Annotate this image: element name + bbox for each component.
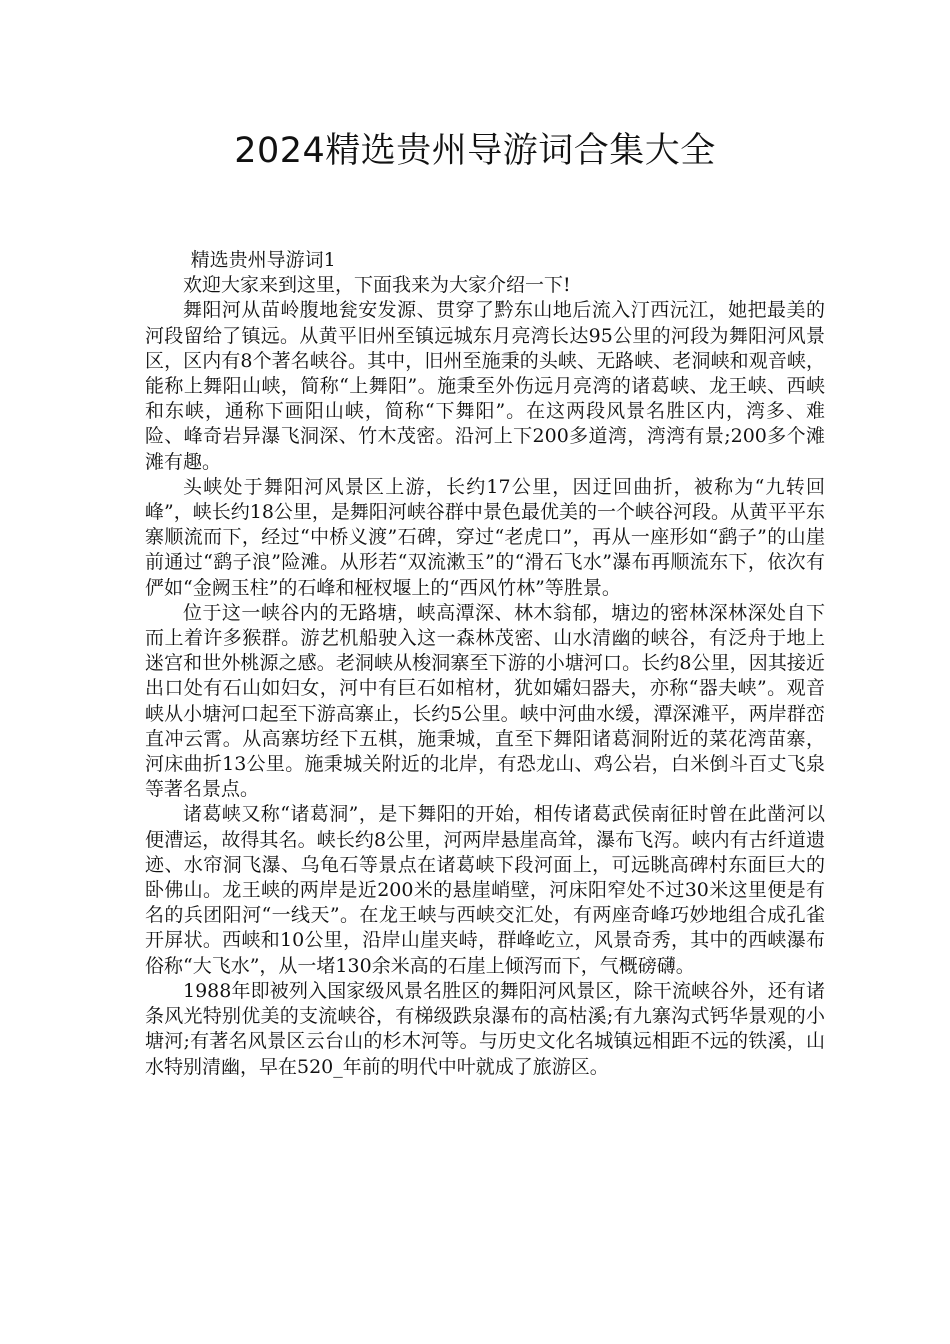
- paragraph: 舞阳河从苗岭腹地瓮安发源、贯穿了黔东山地后流入汀西沅江，她把最美的河段留给了镇远。从黄平旧州至镇远城东月亮湾长达95公里的河段为舞阳河风景区，区内有8个著名峡谷。其中，旧州至施秉的头峡、无路峡、老洞峡和观音峡，能称上舞阳山峡，简称“上舞阳”。施秉至外伤远月亮湾的诸葛峡、龙王峡、西峡和东峡，通称下画阳山峡，简称“下舞阳”。在这两段风景名胜区内，湾多、难险、峰奇岩异瀑飞洞深、竹木茂密。沿河上下200多道湾，湾湾有景;200多个滩滩有趣。: [145, 299, 825, 473]
- document-body: [145, 248, 825, 1080]
- section-heading: 精选贵州导游词1: [190, 249, 336, 271]
- paragraph: 1988年即被列入国家级风景名胜区的舞阳河风景区，除干流峡谷外，还有诸条风光特别优美的支流峡谷，有梯级跌泉瀑布的高枯溪;有九寨沟式钙华景观的小塘河;有著名风景区云台山的杉木河等。与历史文化名城镇远相距不远的铁溪，山水特别清幽，早在520_年前的明代中叶就成了旅游区。: [145, 979, 825, 1078]
- document-title: 2024精选贵州导游词合集大全: [234, 131, 716, 171]
- paragraph: 位于这一峡谷内的无路塘，峡高潭深、林木翁郁，塘边的密林深林深处自下而上着许多猴群。游艺机船驶入这一森林茂密、山水清幽的峡谷，有泛舟于地上迷宫和世外桃源之感。老洞峡从梭洞寨至下游的小塘河口。长约8公里，因其接近出口处有石山如妇女，河中有巨石如棺材，犹如孀妇器夫，亦称“器夫峡”。观音峡从小塘河口起至下游高寨止，长约5公里。峡中河曲水缓，潭深滩平，两岸群峦直冲云霄。从高寨坊经下五棋，施秉城，直至下舞阳诸葛洞附近的菜花湾苗寨，河床曲折13公里。施秉城关附近的北岸，有恐龙山、鸡公岩，白米倒斗百丈飞泉等著名景点。: [145, 601, 825, 801]
- paragraph: 诸葛峡又称“诸葛洞”，是下舞阳的开始，相传诸葛武侯南征时曾在此凿河以便漕运，故得其名。峡长约8公里，河两岸悬崖高耸，瀑布飞泻。峡内有古纤道遗迹、水帘洞飞瀑、乌龟石等景点在诸葛峡下段河面上，可远眺高碑村东面巨大的卧佛山。龙王峡的两岸是近200米的悬崖峭壁，河床阳窄处不过30米这里便是有名的兵团阳河“一线天”。在龙王峡与西峡交汇处，有两座奇峰巧妙地组合成孔雀开屏状。西峡和10公里，沿岸山崖夹峙，群峰屹立，风景奇秀，其中的西峡瀑布俗称“大飞水”，从一堵130余米高的石崖上倾泻而下，气概磅礴。: [145, 803, 825, 977]
- paragraph: 欢迎大家来到这里，下面我来为大家介绍一下!: [183, 274, 571, 297]
- paragraph: 头峡处于舞阳河风景区上游，长约17公里，因迂回曲折，被称为“九转回峰”，峡长约18公里，是舞阳河峡谷群中景色最优美的一个峡谷河段。从黄平平东寨顺流而下，经过“中桥义渡”石碑，穿过“老虎口”，再从一座形如“鹞子”的山崖前通过“鹞子浪”险滩。从形若“双流漱玉”的“滑石飞水”瀑布再顺流东下，依次有俨如“金阙玉柱”的石峰和桠杈堰上的“西风竹林”等胜景。: [145, 475, 825, 599]
